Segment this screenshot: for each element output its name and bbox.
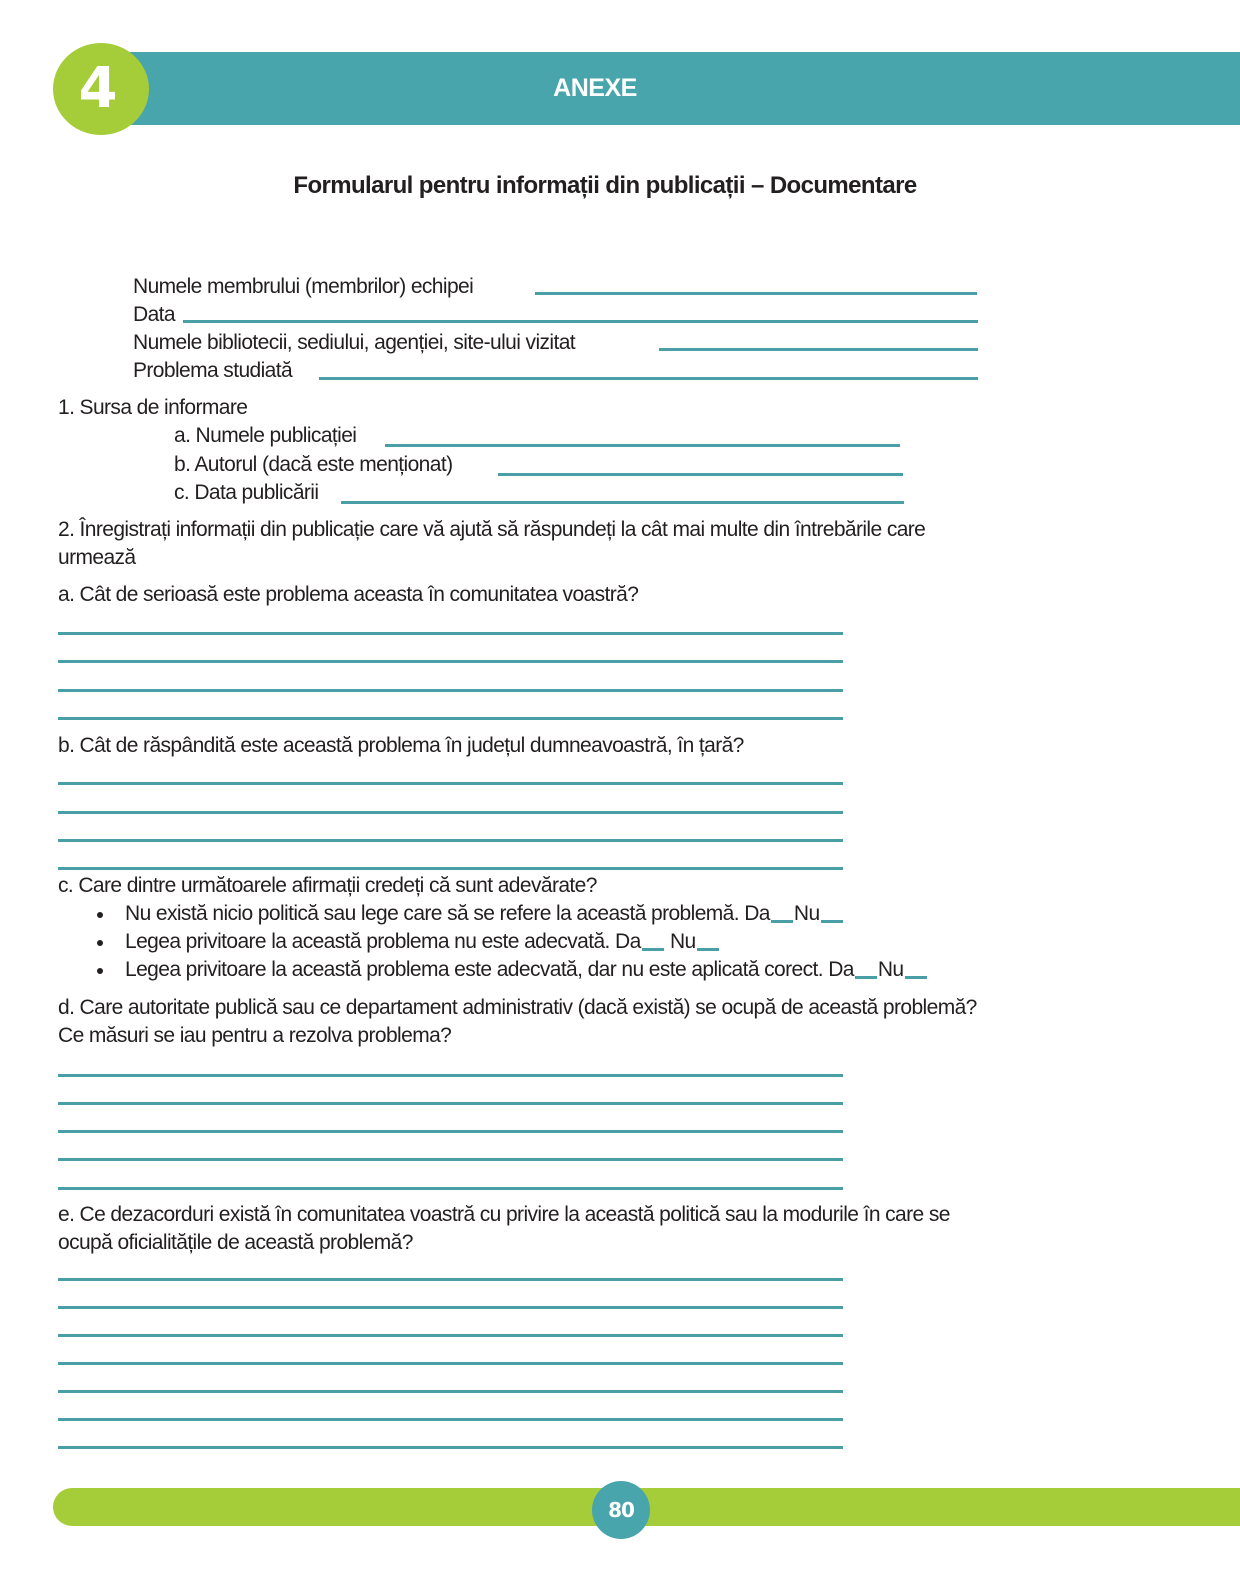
field-input-location[interactable] [659,348,978,351]
field-input-publication-date[interactable] [341,501,904,504]
answer-line[interactable] [58,632,843,635]
yes-blank[interactable] [855,976,877,979]
statement-text: Nu există nicio politică sau lege care să se refere la această problemă. [125,902,739,925]
question-d-cont: Ce măsuri se iau pentru a rezolva problema? [58,1024,452,1047]
statement-text: Legea privitoare la această problema nu este adecvată. [125,930,610,953]
yes-label: Da [744,902,770,925]
page-title: Formularul pentru informații din publicații – Documentare [293,172,917,199]
question-e-cont: ocupă oficialitățile de această problemă? [58,1231,413,1254]
field-label-problem: Problema studiată [133,359,293,382]
answer-line[interactable] [58,1362,843,1365]
chapter-number: 4 [78,56,118,121]
answer-line[interactable] [58,717,843,720]
statement-text: Legea privitoare la această problema este adecvată, dar nu este aplicată corect. [125,958,823,981]
answer-line[interactable] [58,1418,843,1421]
answer-line[interactable] [58,1278,843,1281]
field-label-author: b. Autorul (dacă este menționat) [174,453,453,476]
question-d: d. Care autoritate publică sau ce departament administrativ (dacă există) se ocupă de această problemă? [58,996,977,1019]
answer-line[interactable] [58,839,843,842]
bullet-icon [97,968,103,974]
bullet-icon [97,912,103,918]
statement-item [125,957,928,983]
field-label-publication-date: c. Data publicării [174,481,319,504]
yes-blank[interactable] [642,948,664,951]
field-label-team-members: Numele membrului (membrilor) echipei [133,275,474,298]
answer-line[interactable] [58,1130,843,1133]
chapter-header-bar [100,52,1240,125]
no-label: Nu [877,958,904,981]
no-label: Nu [669,930,696,953]
section-2-heading: 2. Înregistrați informații din publicație care vă ajută să răspundeți la cât mai multe din întrebările care [58,518,926,541]
answer-line[interactable] [58,689,843,692]
no-blank[interactable] [905,976,927,979]
answer-line[interactable] [58,1187,843,1190]
field-input-publication-name[interactable] [385,444,900,447]
section-2-heading-cont: urmează [58,546,136,569]
no-label: Nu [793,902,820,925]
answer-line[interactable] [58,1446,843,1449]
answer-line[interactable] [58,811,843,814]
answer-line[interactable] [58,1334,843,1337]
answer-line[interactable] [58,1390,843,1393]
answer-line[interactable] [58,1158,843,1161]
statement-item [125,901,844,927]
no-blank[interactable] [697,948,719,951]
field-label-location: Numele bibliotecii, sediului, agenției, site-ului vizitat [133,331,576,354]
answer-line[interactable] [58,1074,843,1077]
question-e: e. Ce dezacorduri există în comunitatea voastră cu privire la această politică sau la modurile în care se [58,1203,950,1226]
field-label-publication-name: a. Numele publicației [174,424,357,447]
bullet-icon [97,940,103,946]
yes-label: Da [828,958,854,981]
field-input-team-members[interactable] [535,292,977,295]
question-b: b. Cât de răspândită este această problema în județul dumneavoastră, în țară? [58,734,744,757]
answer-line[interactable] [58,867,843,870]
question-c: c. Care dintre următoarele afirmații credeți că sunt adevărate? [58,874,597,897]
page-number-badge [592,1481,650,1539]
field-input-author[interactable] [498,473,903,476]
question-a: a. Cât de serioasă este problema aceasta în comunitatea voastră? [58,583,639,606]
answer-line[interactable] [58,1102,843,1105]
section-title: ANEXE [553,74,637,102]
statement-item [125,929,720,955]
answer-line[interactable] [58,660,843,663]
field-input-date[interactable] [183,320,978,323]
answer-line[interactable] [58,1306,843,1309]
section-1-heading: 1. Sursa de informare [58,396,248,419]
no-blank[interactable] [821,920,843,923]
page-number: 80 [608,1498,634,1522]
yes-label: Da [615,930,641,953]
field-input-problem[interactable] [319,377,978,380]
field-label-date: Data [133,303,175,326]
answer-line[interactable] [58,782,843,785]
chapter-badge [53,43,149,135]
yes-blank[interactable] [771,920,793,923]
